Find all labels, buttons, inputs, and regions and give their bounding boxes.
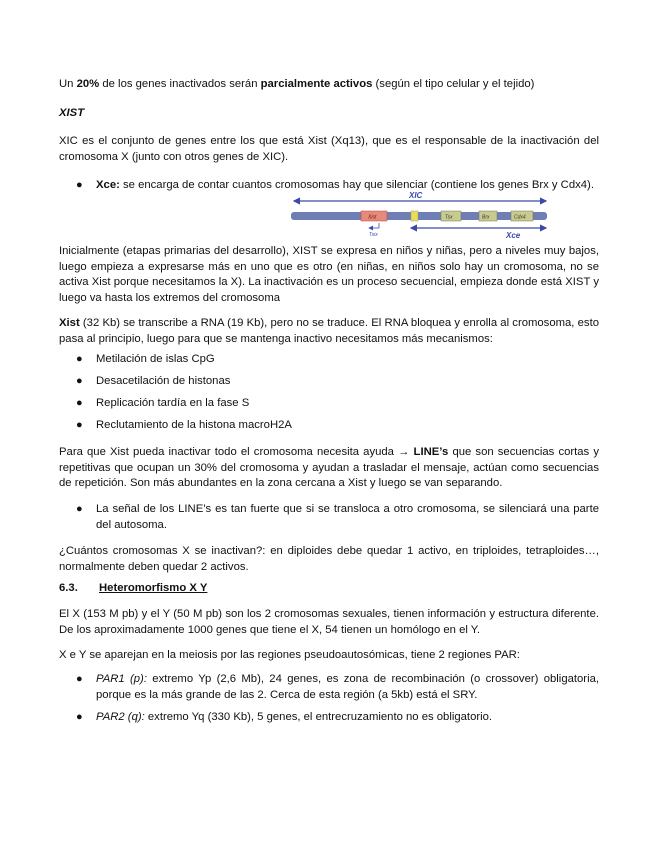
yellow-gene [411, 211, 418, 221]
xist-heading: XIST [59, 107, 85, 119]
mechanism-text: Replicación tardía en la fase S [96, 397, 250, 409]
list-item [59, 710, 599, 726]
xic-diagram-svg [291, 190, 549, 240]
par2-label: PAR2 (q): [96, 711, 145, 723]
line-list [59, 502, 599, 533]
intro-text-1: Un [59, 78, 77, 90]
par1-text: extremo Yp (2,6 Mb), 24 genes, es zona de recombinación (o crossover) obligatoria, porque es la más grande de las 2. Cerca de esta región (a 5kb) está el SRY. [96, 673, 599, 701]
xist-text: (32 Kb) se transcribe a RNA (19 Kb), pero no se traduce. El RNA bloquea y enrolla al cromosoma, esto pasa al principio, luego para que se mantenga inactivo necesitamos más mecanismos: [59, 317, 599, 345]
list-item [59, 396, 599, 418]
list-item [59, 374, 599, 396]
chromosome-bar [291, 212, 547, 220]
xic-diagram [291, 190, 549, 240]
intro-paragraph [59, 77, 599, 93]
par1-label: PAR1 (p): [96, 673, 147, 685]
section-number: 6.3. [59, 582, 78, 594]
bullet-icon: ● [76, 397, 83, 409]
section-title: Heteromorfismo X Y [99, 582, 208, 594]
line-text-2: que son secuencias cortas y repetitivas que ocupan un 30% del cromosoma y ayudan a trasladar el mensaje, actúan como secuencias de repetición. Son más abundantes en la zona cercana a Xist y luego se van separando. [59, 446, 600, 489]
intro-text-2: de los genes inactivados serán [99, 78, 261, 90]
how-many-paragraph: ¿Cuántos cromosomas X se inactivan?: en diploides debe quedar 1 activo, en triploides, tetraploides…, normalmente deben quedar 2 activos. [59, 545, 599, 573]
mechanism-text: Metilación de islas CpG [96, 353, 215, 365]
document-page [59, 0, 599, 848]
tsx-gene-label: Tsx [445, 214, 453, 221]
cdx4-gene-label: Cdx4 [514, 214, 526, 221]
xist-bold: Xist [59, 317, 80, 329]
list-item [59, 502, 599, 533]
bullet-icon: ● [76, 375, 83, 387]
bullet-icon: ● [76, 179, 83, 191]
bullet-icon: ● [76, 419, 83, 431]
bullet-icon: ● [76, 353, 83, 365]
xce-label-diagram: Xce [506, 231, 521, 240]
intro-bold-partial: parcialmente activos [260, 78, 373, 90]
bullet-icon: ● [76, 711, 83, 723]
bullet-icon: ● [76, 673, 83, 685]
section-heading [59, 581, 599, 597]
xist-paragraph [59, 316, 599, 347]
xce-text: se encarga de contar cuantos cromosomas hay que silenciar (contiene los genes Brx y Cdx4). [119, 179, 594, 191]
xic-label: XIC [409, 191, 423, 200]
mechanism-text: Reclutamiento de la histona macroH2A [96, 419, 292, 431]
list-item [59, 352, 599, 374]
initial-paragraph: Inicialmente (etapas primarias del desarrollo), XIST se expresa en niños y niñas, pero a niveles muy bajos, luego empieza a expresarse más en uno que es otro (en niñas, en niños solo hay un cromosoma, no se activa Xist porque necesitamos la X). La inactivación es un proceso secuencial, empieza donde está XIST y luego va hasta los extremos del cromosoma [59, 245, 599, 304]
line-item-text: La señal de los LINE’s es tan fuerte que si se transloca a otro cromosoma, se silenciará una parte del autosoma. [96, 503, 599, 531]
list-item [59, 672, 599, 703]
bullet-icon: ● [76, 503, 83, 515]
xist-gene-label: Xist [368, 214, 377, 221]
mechanisms-list [59, 352, 599, 440]
xic-paragraph: XIC es el conjunto de genes entre los que está Xist (Xq13), que es el responsable de la inactivación del cromosoma X (junto con otros genes de XIC). [59, 135, 599, 163]
par2-text: extremo Yq (330 Kb), 5 genes, el entrecruzamiento no es obligatorio. [144, 711, 493, 723]
line-text-1: Para que Xist pueda inactivar todo el cromosoma necesita ayuda → [59, 446, 414, 458]
par-list [59, 672, 599, 726]
tsix-label: Tsix [369, 232, 378, 238]
par-paragraph: X e Y se aparejan en la meiosis por las regiones pseudoautosómicas, tiene 2 regiones PAR: [59, 649, 520, 661]
intro-bold-percent: 20% [76, 78, 100, 90]
line-paragraph [59, 445, 599, 492]
xy-paragraph: El X (153 M pb) y el Y (50 M pb) son los 2 cromosomas sexuales, tienen información y estructura diferente. De los aproximadamente 1000 genes que tiene el X, 54 tienen un homólogo en el Y. [59, 608, 599, 636]
line-bold: LINE’s [413, 446, 449, 458]
mechanism-text: Desacetilación de histonas [96, 375, 231, 387]
list-item [59, 418, 599, 440]
intro-text-3: (según el tipo celular y el tejido) [372, 78, 535, 90]
xce-label: Xce: [96, 179, 120, 191]
brx-gene-label: Brx [482, 214, 490, 221]
